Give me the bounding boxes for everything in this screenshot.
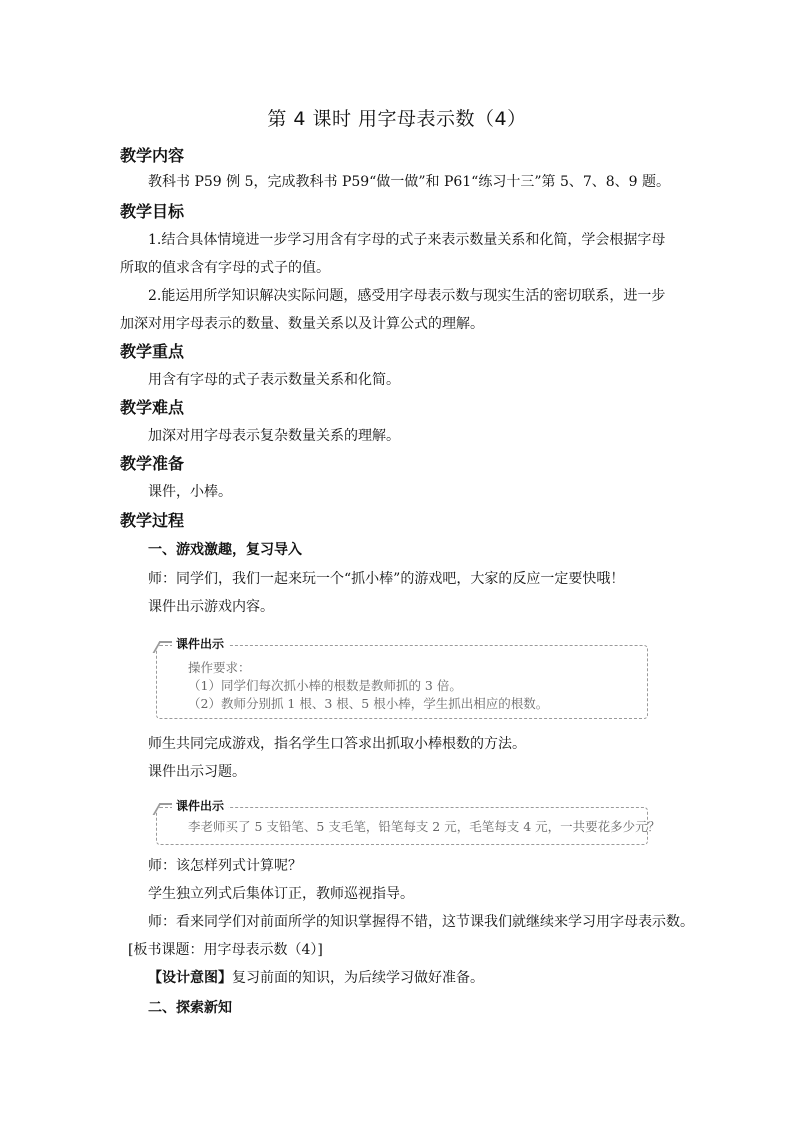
box2-line1: 李老师买了 5 支铅笔、5 支毛笔，铅笔每支 2 元，毛笔每支 4 元，一共要花多少元？	[188, 819, 661, 834]
process-line-4: 课件出示习题。	[148, 764, 246, 780]
page-title: 第 4 课时 用字母表示数（4）	[267, 108, 527, 130]
courseware-label-2: 课件出示	[172, 798, 228, 814]
content-text: 教科书 P59 例 5，完成教科书 P59“做一做”和 P61“练习十三”第 5、7、8、9 题。	[148, 174, 671, 190]
courseware-label-1: 课件出示	[172, 636, 228, 652]
design-intent-text: 复习前面的知识，为后续学习做好准备。	[232, 970, 484, 986]
design-intent-label: 【设计意图】	[148, 970, 232, 986]
section-heading-content: 教学内容	[120, 146, 185, 165]
prep-text: 课件，小棒。	[148, 484, 232, 500]
box1-line2: （1）同学们每次抓小棒的根数是教师抓的 3 倍。	[188, 678, 462, 693]
teacher-line-1: 师：同学们，我们一起来玩一个“抓小棒”的游戏吧，大家的反应一定要快哦！	[148, 571, 625, 587]
section-heading-difficult: 教学难点	[120, 398, 185, 417]
section-heading-goals: 教学目标	[120, 202, 185, 221]
difficult-text: 加深对用字母表示复杂数量关系的理解。	[148, 428, 400, 444]
step-2-title: 二、探索新知	[148, 1000, 232, 1016]
design-intent	[148, 968, 484, 988]
process-line-6: 学生独立列式后集体订正，教师巡视指导。	[148, 886, 414, 902]
process-line-7: 师：看来同学们对前面所学的知识掌握得不错，这节课我们就继续来学习用字母表示数。	[148, 914, 694, 930]
step-1-title: 一、游戏激趣，复习导入	[148, 542, 302, 558]
teacher-line-2: 课件出示游戏内容。	[148, 599, 274, 615]
key-text: 用含有字母的式子表示数量关系和化简。	[148, 372, 400, 388]
process-line-5: 师：该怎样列式计算呢？	[148, 858, 302, 874]
board-title: [板书课题：用字母表示数（4）]	[128, 942, 323, 958]
section-heading-prep: 教学准备	[120, 454, 185, 473]
section-heading-key: 教学重点	[120, 342, 185, 361]
section-heading-process: 教学过程	[120, 511, 185, 530]
goal-1: 1.结合具体情境进一步学习用含有字母的式子来表示数量关系和化简，学会根据字母所取的值求含有字母的式子的值。	[120, 232, 666, 276]
goal-2: 2.能运用所学知识解决实际问题，感受用字母表示数与现实生活的密切联系，进一步加深对用字母表示的数量、数量关系以及计算公式的理解。	[120, 288, 666, 332]
box1-line1: 操作要求：	[188, 660, 251, 675]
process-line-3: 师生共同完成游戏，指名学生口答求出抓取小棒根数的方法。	[148, 736, 526, 752]
box1-line3: （2）教师分别抓 1 根、3 根、5 根小棒，学生抓出相应的根数。	[188, 696, 549, 711]
